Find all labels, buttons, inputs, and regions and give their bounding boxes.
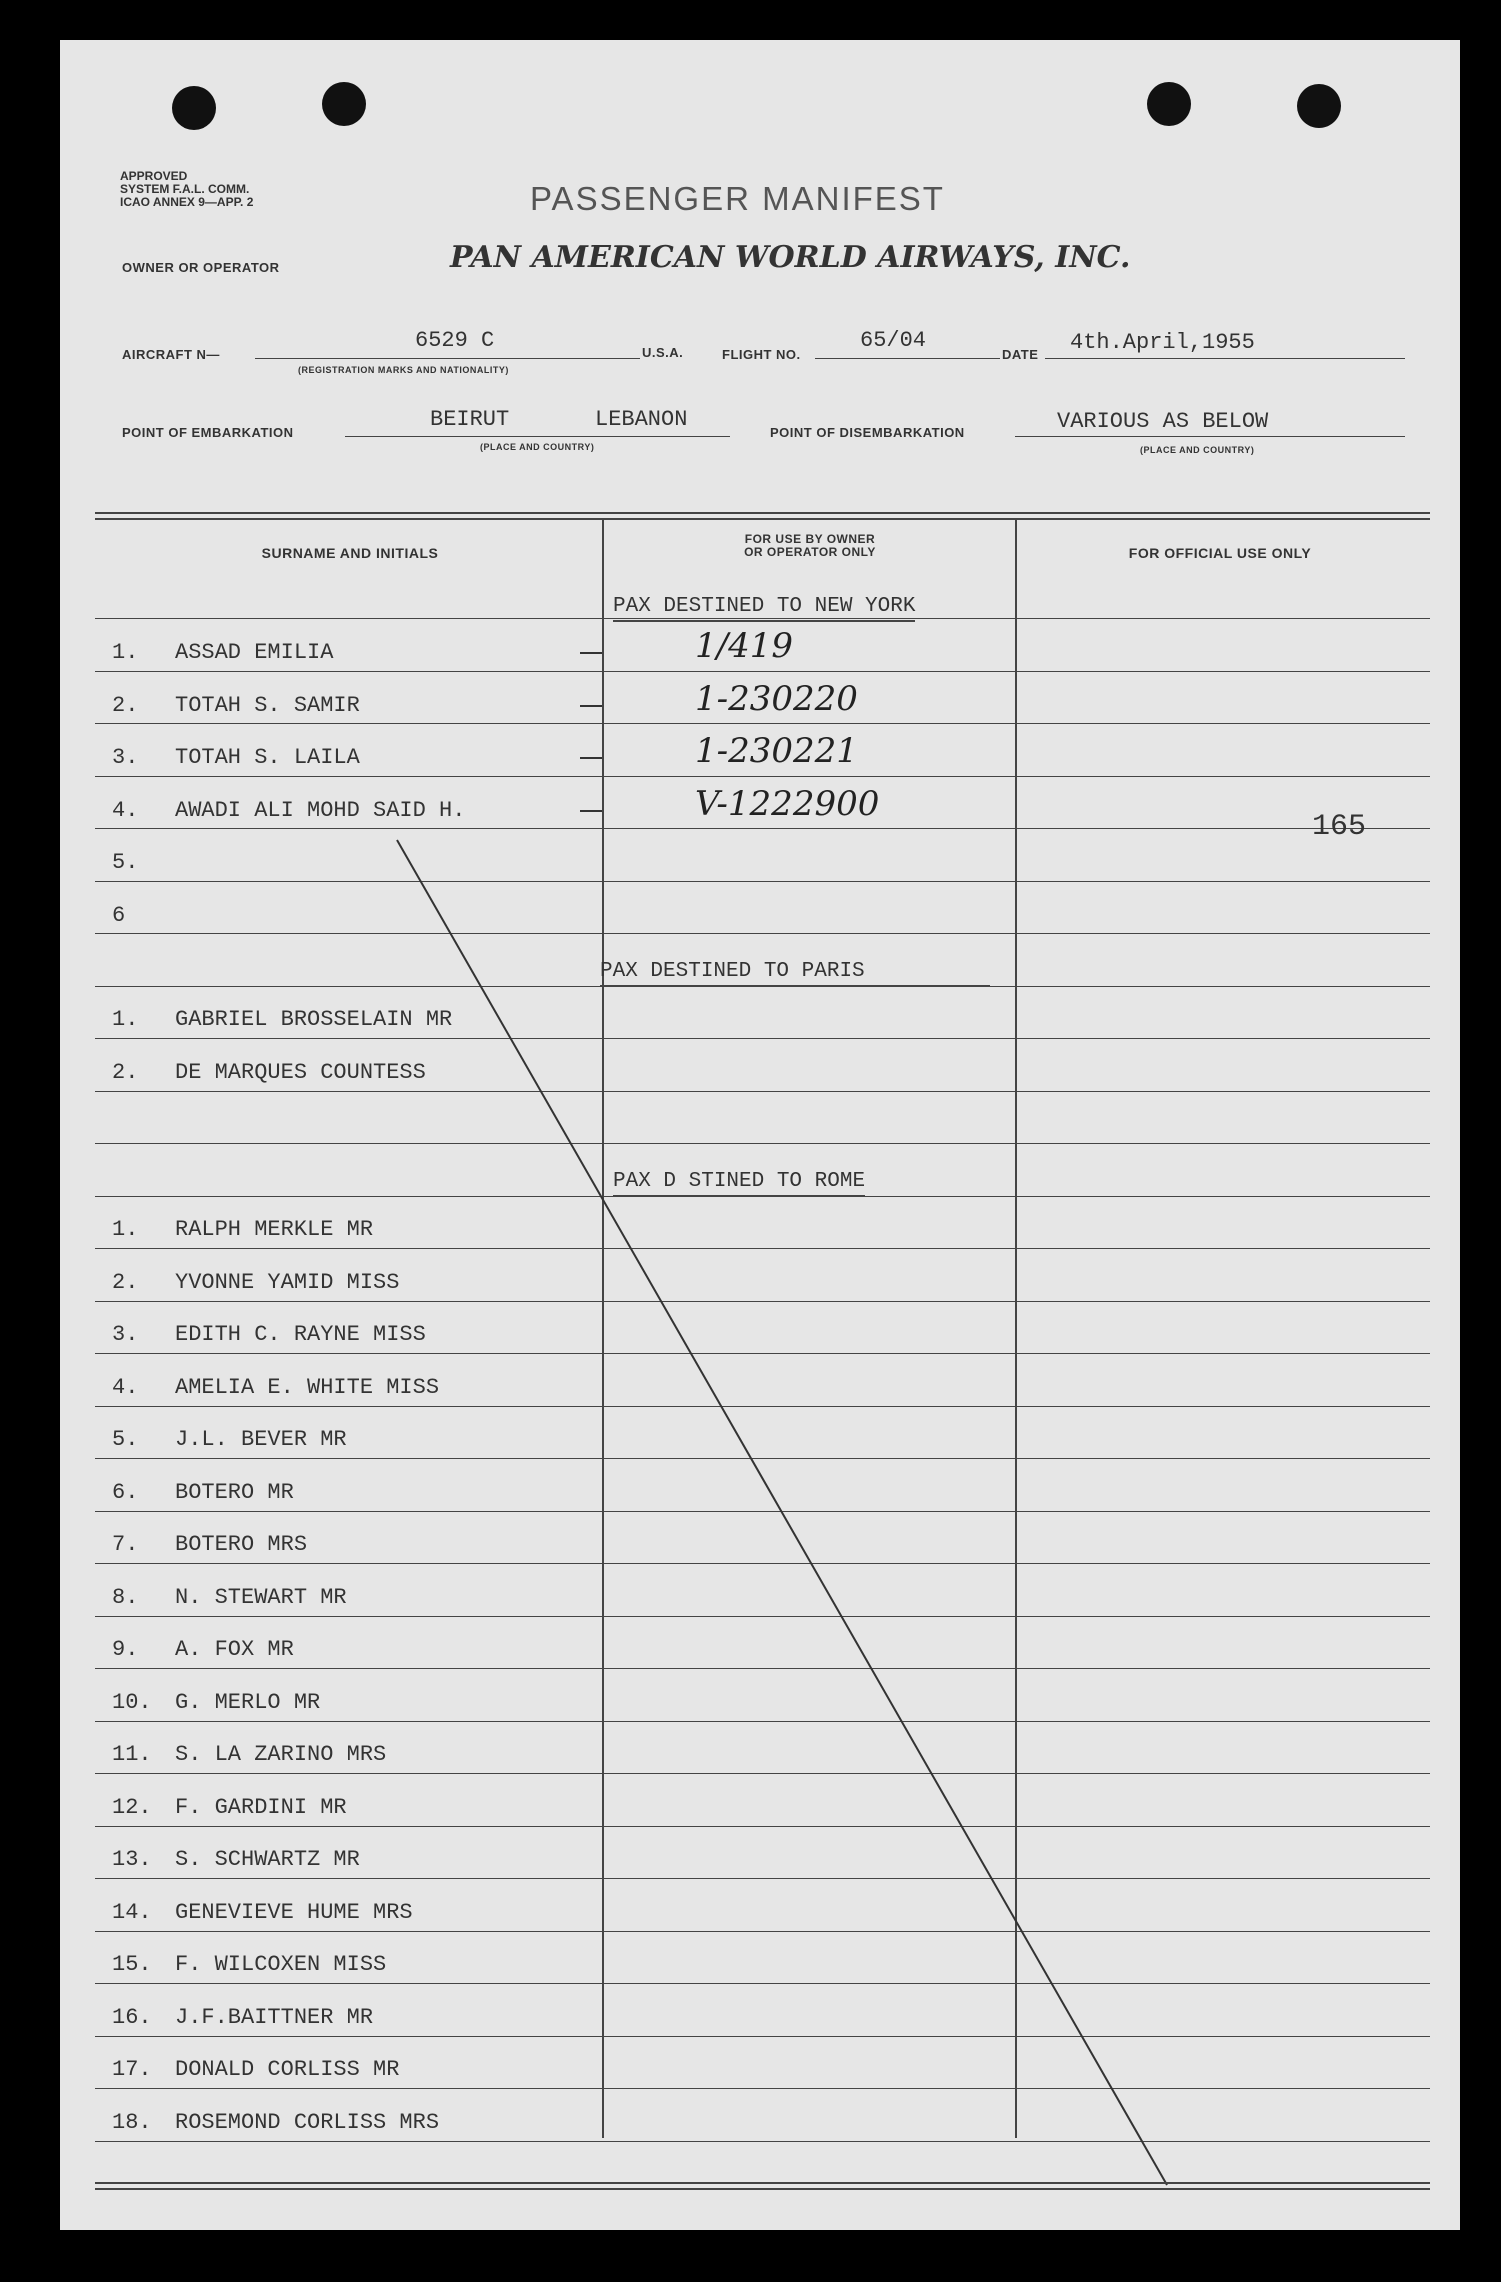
passenger-name: S. LA ZARINO MRS — [175, 1742, 387, 1767]
operator-name: PAN AMERICAN WORLD AIRWAYS, INC. — [450, 240, 1131, 275]
row-number: 6. — [112, 1479, 139, 1505]
passenger-name: F. WILCOXEN MISS — [175, 1952, 387, 1977]
page-title: PASSENGER MANIFEST — [530, 180, 945, 217]
date-label: DATE — [1002, 347, 1039, 362]
row-number: 5. — [112, 1427, 139, 1452]
void-stroke — [397, 840, 1167, 2185]
passenger-name: G. MERLO MR — [175, 1689, 321, 1715]
passenger-name: ASSAD EMILIA — [175, 640, 334, 665]
void-line — [60, 40, 1460, 2230]
date-value: 4th.April,1955 — [1070, 330, 1255, 355]
passenger-name: N. STEWART MR — [175, 1584, 347, 1610]
owner-use-header: FOR USE BY OWNER OR OPERATOR ONLY — [744, 532, 876, 559]
row-number: 2. — [112, 692, 139, 718]
embark-city: BEIRUT — [430, 407, 510, 432]
row-number: 4. — [112, 1374, 139, 1400]
passenger-name: J.L. BEVER MR — [175, 1427, 347, 1452]
row-number: 18. — [112, 2109, 152, 2135]
table-bottom-rule — [95, 2182, 1430, 2184]
row-number: 1. — [112, 640, 139, 665]
surname-header: SURNAME AND INITIALS — [261, 545, 439, 561]
passenger-name: F. GARDINI MR — [175, 1794, 347, 1820]
passenger-name: EDITH C. RAYNE MISS — [175, 1322, 426, 1347]
usa-label: U.S.A. — [642, 345, 684, 360]
row-number: 8. — [112, 1584, 139, 1610]
row-number: 2. — [112, 1269, 139, 1295]
passenger-name: AMELIA E. WHITE MISS — [175, 1374, 440, 1400]
row-number: 6 — [112, 902, 126, 928]
flight-value: 65/04 — [860, 328, 927, 353]
registration-caption: (REGISTRATION MARKS AND NATIONALITY) — [298, 365, 509, 375]
row-number: 11. — [112, 1742, 152, 1767]
ticket-note: V-1222900 — [695, 783, 880, 824]
official-mark: 165 — [1312, 810, 1367, 844]
row-number: 14. — [112, 1899, 152, 1925]
row-number: 3. — [112, 745, 139, 770]
row-number: 7. — [112, 1532, 139, 1557]
manifest-sheet — [60, 40, 1460, 2230]
row-number: 1. — [112, 1007, 139, 1032]
passenger-name: BOTERO MRS — [175, 1532, 308, 1557]
disembark-value: VARIOUS AS BELOW — [1057, 409, 1269, 434]
table-bottom-rule — [95, 2188, 1430, 2190]
row-number: 9. — [112, 1637, 139, 1662]
aircraft-value: 6529 C — [415, 328, 495, 353]
owner-label: OWNER OR OPERATOR — [122, 260, 280, 275]
row-number: 2. — [112, 1059, 139, 1085]
row-number: 13. — [112, 1847, 152, 1872]
passenger-name: GABRIEL BROSSELAIN MR — [175, 1007, 453, 1032]
passenger-name: TOTAH S. LAILA — [175, 745, 360, 770]
passenger-name: GENEVIEVE HUME MRS — [175, 1899, 413, 1925]
embark-country: LEBANON — [595, 407, 688, 432]
ticket-note: 1-230221 — [695, 731, 858, 771]
place-caption: (PLACE AND COUNTRY) — [480, 442, 595, 452]
row-number: 5. — [112, 850, 139, 875]
approval-text: APPROVED SYSTEM F.A.L. COMM. ICAO ANNEX 9—APP. 2 — [120, 169, 254, 209]
ticket-note: 1/419 — [695, 626, 793, 666]
row-number: 17. — [112, 2057, 152, 2082]
row-number: 1. — [112, 1217, 139, 1242]
passenger-name: BOTERO MR — [175, 1479, 294, 1505]
row-number: 15. — [112, 1952, 152, 1977]
embark-label: POINT OF EMBARKATION — [122, 425, 294, 440]
aircraft-label: AIRCRAFT N— — [122, 347, 220, 362]
passenger-name: J.F.BAITTNER MR — [175, 2004, 374, 2030]
passenger-name: TOTAH S. SAMIR — [175, 692, 360, 718]
passenger-name: DONALD CORLISS MR — [175, 2057, 400, 2082]
passenger-name: DE MARQUES COUNTESS — [175, 1059, 426, 1085]
row-number: 10. — [112, 1689, 152, 1715]
disembark-label: POINT OF DISEMBARKATION — [770, 425, 965, 440]
row-number: 3. — [112, 1322, 139, 1347]
ticket-note: 1-230220 — [695, 678, 858, 719]
passenger-name: A. FOX MR — [175, 1637, 294, 1662]
place-caption-2: (PLACE AND COUNTRY) — [1140, 445, 1255, 455]
row-number: 4. — [112, 797, 139, 823]
flight-label: FLIGHT NO. — [722, 347, 801, 362]
row-number: 12. — [112, 1794, 152, 1820]
passenger-name: S. SCHWARTZ MR — [175, 1847, 360, 1872]
official-use-header: FOR OFFICIAL USE ONLY — [1128, 545, 1312, 561]
section-new-york: PAX DESTINED TO NEW YORK — [613, 595, 915, 622]
section-rome: PAX D STINED TO ROME — [613, 1170, 865, 1197]
passenger-name: AWADI ALI MOHD SAID H. — [175, 797, 466, 823]
passenger-name: ROSEMOND CORLISS MRS — [175, 2109, 440, 2135]
section-paris: PAX DESTINED TO PARIS — [600, 960, 990, 987]
row-number: 16. — [112, 2004, 152, 2030]
passenger-name: YVONNE YAMID MISS — [175, 1269, 400, 1295]
passenger-name: RALPH MERKLE MR — [175, 1217, 374, 1242]
